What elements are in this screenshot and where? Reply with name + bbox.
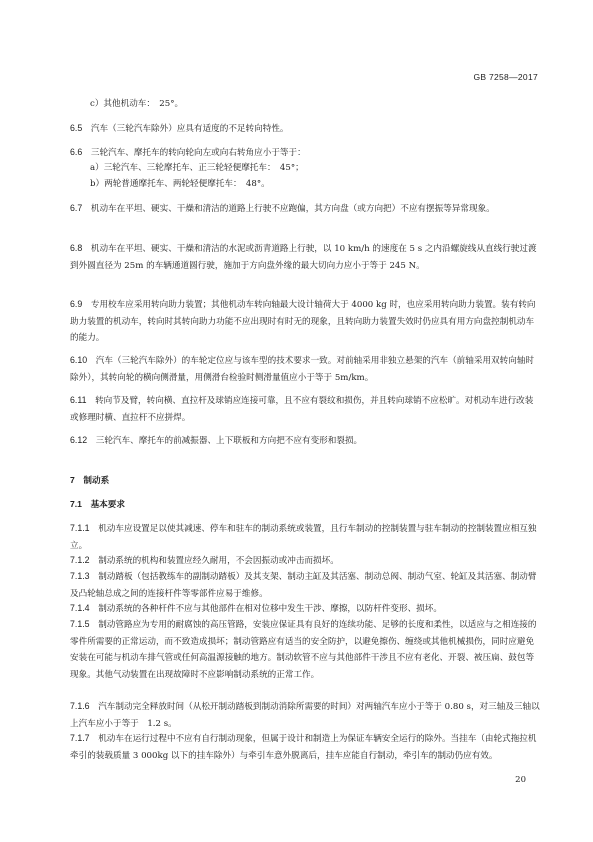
clause-7-1-3: 7.1.3 制动踏板（包括教练车的副制动踏板）及其支架、制动主缸及其活塞、制动总阀、制动气室、轮缸及其活塞、制动臂及凸轮轴总成之间的连接杆件等零部件应易于维修。 — [70, 571, 537, 599]
clause-6-7: 6.7 机动车在平坦、硬实、干燥和清洁的道路上行驶不应跑偏，其方向盘（或方向把）不应有摆振等异常现象。 — [70, 203, 495, 214]
clause-7-1-2: 7.1.2 制动系统的机构和装置应经久耐用，不会因振动或冲击而损坏。 — [70, 555, 339, 566]
standard-code: GB 7258—2017 — [473, 72, 538, 82]
clause-6-6-b: b）两轮普通摩托车、两轮轻便摩托车： 48°。 — [90, 179, 270, 189]
clause-6-4-c: c）其他机动车： 25°。 — [90, 99, 184, 109]
clause-6-6: 6.6 三轮汽车、摩托车的转向轮向左或向右转角应小于等于： — [70, 147, 306, 158]
section-7-1-heading: 7.1 基本要求 — [70, 499, 125, 509]
clause-6-12: 6.12 三轮汽车、摩托车的前减振器、上下联板和方向把不应有变形和裂损。 — [70, 435, 363, 446]
page-number: 20 — [515, 775, 526, 785]
clause-7-1-1: 7.1.1 机动车应设置足以使其减速、停车和驻车的制动系统或装置，且行车制动的控制装置与驻车制动的控制装置应相互独立。 — [70, 523, 537, 551]
clause-6-11: 6.11 转向节及臂，转向横、直拉杆及球销应连接可靠，且不应有裂纹和损伤，并且转向球销不应松旷。对机动车进行改装或修理时横、直拉杆不应拼焊。 — [70, 395, 534, 423]
clause-7-1-5: 7.1.5 制动管路应为专用的耐腐蚀的高压管路，安装应保证具有良好的连续功能、足够的长度和柔性，以适应与之相连接的零件所需要的正常运动，而不致造成损坏；制动管路应有适当的安全防护，以避免擦伤、缠绕或其他机械损伤，同时应避免安装在可能与机动车排气管或任何高温源接触的地方。制动软管不应与其他部件干涉且不应有老化、开裂、被压扁、鼓包等现象。其他气动装置在出现故障时不应影响制动系统的正常工作。 — [70, 619, 537, 680]
clause-6-9: 6.9 专用校车应采用转向助力装置；其他机动车转向轴最大设计轴荷大于 4000 kg 时，也应采用转向助力装置。装有转向助力装置的机动车，转向时其转向助力功能不应出现时有时无的现象，且转向助力装置失效时仍应具有用方向盘控制机动车的能力。 — [70, 299, 536, 343]
clause-7-1-7: 7.1.7 机动车在运行过程中不应有自行制动现象，但属于设计和制造上为保证车辆安全运行的除外。当挂车（由轮式拖拉机牵引的装载质量 3 000kg 以下的挂车除外）与牵引车意外脱离后，挂车应能自行制动，牵引车的制动仍应有效。 — [70, 733, 537, 761]
clause-7-1-6: 7.1.6 汽车制动完全释放时间（从松开制动踏板到制动消除所需要的时间）对两轴汽车应小于等于 0.80 s，对三轴及三轴以上汽车应小于等于 1.2 s。 — [70, 701, 540, 729]
clause-6-10: 6.10 汽车（三轮汽车除外）的车轮定位应与该车型的技术要求一致。对前轴采用非独立悬架的汽车（前轴采用双转向轴时除外），其转向轮的横向侧滑量，用侧滑台检验时侧滑量值应小于等于 5m/km。 — [70, 355, 535, 383]
clause-7-1-4: 7.1.4 制动系统的各种杆件不应与其他部件在相对位移中发生干涉、摩擦，以防杆件变形、损坏。 — [70, 603, 442, 614]
clause-6-6-a: a）三轮汽车、三轮摩托车、正三轮轻便摩托车： 45°； — [90, 163, 304, 173]
clause-6-8: 6.8 机动车在平坦、硬实、干燥和清洁的水泥或沥青道路上行驶，以 10 km/h 的速度在 5 s 之内沿螺旋线从直线行驶过渡到外圆直径为 25m 的车辆通道圆行驶，施加于方向盘外缘的最大切向力应小于等于 245 N。 — [70, 243, 537, 271]
section-7-heading: 7 制动系 — [70, 475, 110, 485]
clause-6-5: 6.5 汽车（三轮汽车除外）应具有适度的不足转向特性。 — [70, 123, 289, 134]
